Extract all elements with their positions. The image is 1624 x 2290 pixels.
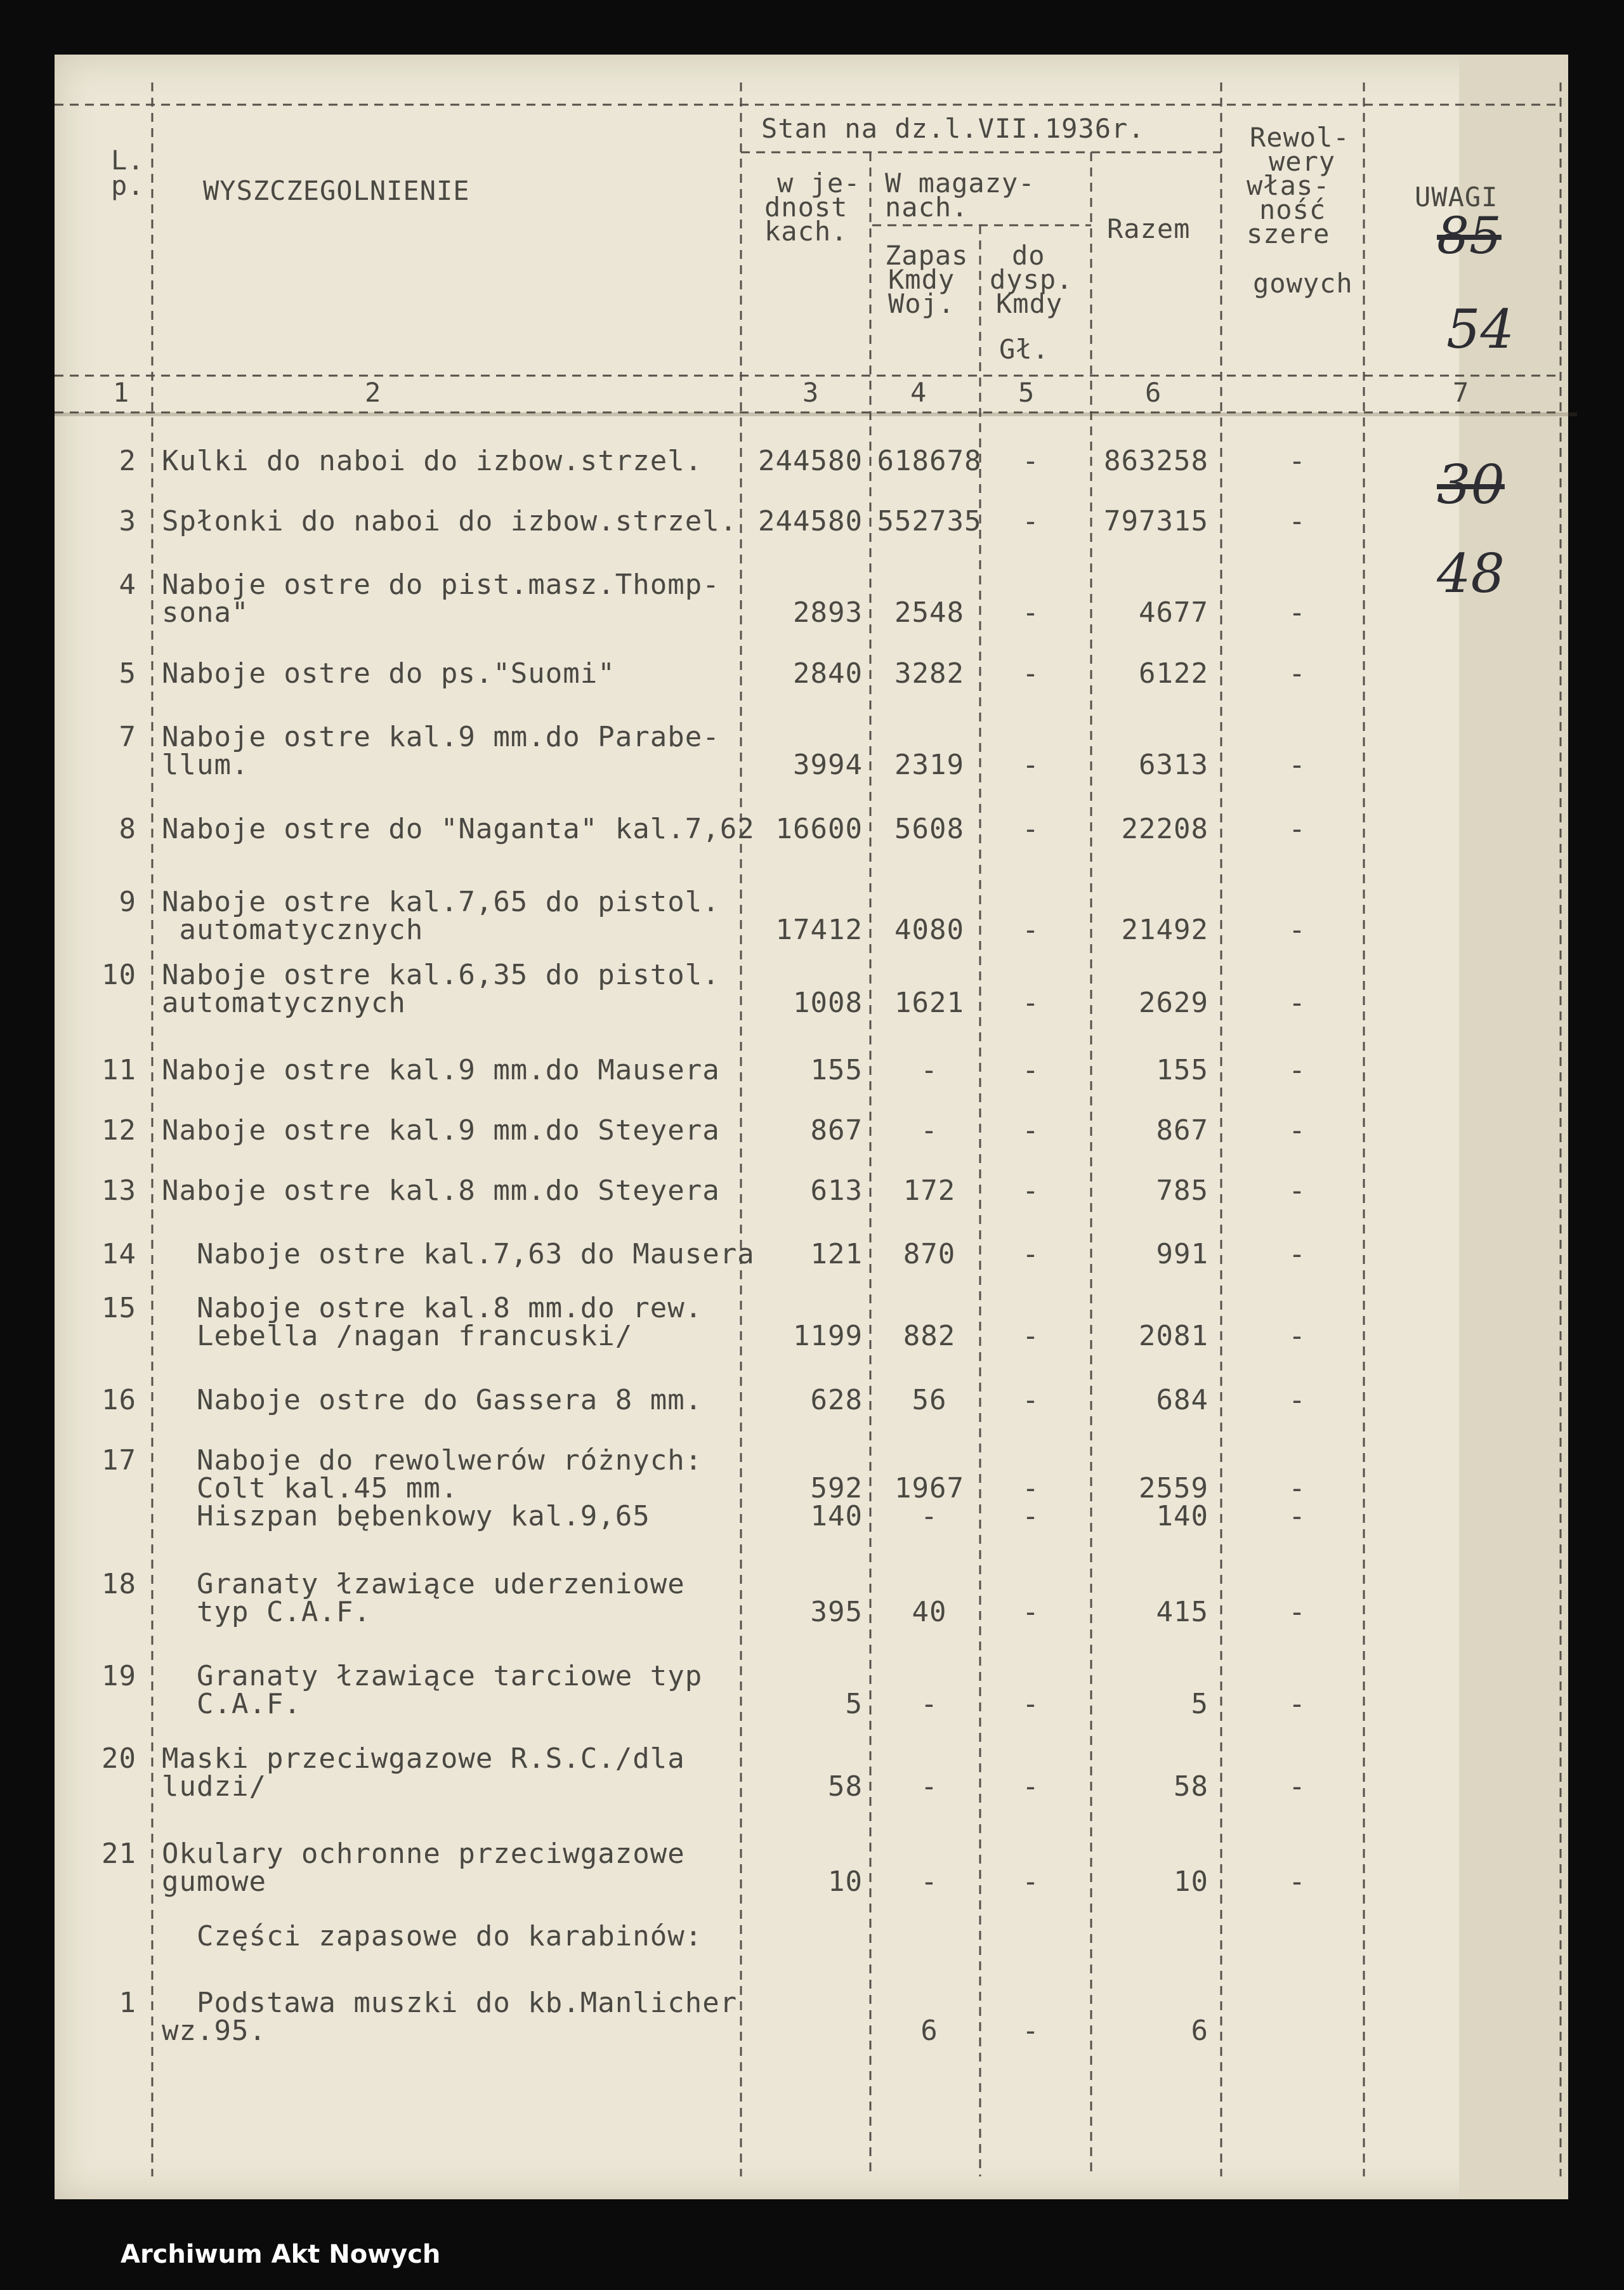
row-14-description: Naboje do rewolwerów różnych:: [162, 1444, 703, 1477]
row-11-jednostkach: 121: [810, 1238, 863, 1270]
header-rewolwery-1: Rewol-: [1250, 122, 1350, 153]
row-19-description: Części zapasowe do karabinów:: [162, 1920, 703, 1952]
archive-label: Archiwum Akt Nowych: [121, 2240, 441, 2269]
row-15-lp: 18: [102, 1568, 136, 1600]
header-rewolwery-3: włas-: [1247, 170, 1330, 201]
row-1-rewolwery: -: [1288, 505, 1306, 537]
header-zapas-3: Woj.: [888, 288, 955, 319]
row-13-jednostkach: 628: [810, 1384, 863, 1416]
row-4-dysp: -: [1022, 749, 1040, 781]
row-5-razem: 22208: [1121, 813, 1208, 845]
row-15-rewolwery: -: [1288, 1596, 1306, 1628]
row-6-razem: 21492: [1121, 914, 1208, 946]
page-overlap-edge: [55, 412, 1577, 416]
row-0-rewolwery: -: [1288, 445, 1306, 477]
row-15-jednostkach: 395: [810, 1596, 863, 1628]
row-11-dysp: -: [1022, 1238, 1040, 1270]
header-stan-title: Stan na dz.l.VII.1936r.: [761, 113, 1145, 144]
row-0-description: Kulki do naboi do izbow.strzel.: [162, 445, 703, 477]
row-11-rewolwery: -: [1288, 1238, 1306, 1270]
row-20-razem: 6: [1191, 2015, 1208, 2047]
row-5-zapas: 5608: [894, 813, 964, 845]
row-6-rewolwery: -: [1288, 914, 1306, 946]
row-13-zapas: 56: [912, 1384, 947, 1416]
header-dysp-3: Kmdy: [996, 288, 1063, 319]
row-8-description: Naboje ostre kal.9 mm.do Mausera: [162, 1054, 720, 1086]
row-14-sub-0-rewolwery: -: [1288, 1472, 1306, 1504]
header-lp-1: L.: [111, 145, 145, 176]
row-4-razem: 6313: [1139, 749, 1208, 781]
row-2-zapas: 2548: [894, 596, 964, 629]
handwritten-row2-crossed: 30: [1437, 454, 1505, 516]
row-16-description: C.A.F.: [162, 1688, 301, 1720]
row-17-dysp: -: [1022, 1770, 1040, 1803]
row-12-dysp: -: [1022, 1320, 1040, 1352]
row-16-lp: 19: [102, 1660, 136, 1692]
row-18-lp: 21: [102, 1838, 136, 1870]
header-jednostkach-1: w je-: [777, 168, 861, 199]
row-15-razem: 415: [1156, 1596, 1208, 1628]
row-6-jednostkach: 17412: [775, 914, 863, 946]
row-14-sub-1-dysp: -: [1022, 1500, 1040, 1532]
row-18-description: Okulary ochronne przeciwgazowe: [162, 1838, 685, 1870]
row-17-description: Maski przeciwgazowe R.S.C./dla: [162, 1742, 685, 1775]
row-18-razem: 10: [1174, 1866, 1208, 1898]
row-15-description: Granaty łzawiące uderzeniowe: [162, 1568, 685, 1600]
row-12-lp: 15: [102, 1292, 136, 1324]
row-7-rewolwery: -: [1288, 987, 1306, 1019]
header-zapas-1: Zapas: [885, 240, 969, 271]
row-5-lp: 8: [119, 813, 136, 845]
row-18-rewolwery: -: [1288, 1866, 1306, 1898]
row-7-dysp: -: [1022, 987, 1040, 1019]
header-jednostkach-3: kach.: [764, 216, 848, 247]
row-16-description: Granaty łzawiące tarciowe typ: [162, 1660, 703, 1692]
row-14-sub-1-zapas: -: [920, 1500, 938, 1532]
row-2-description: Naboje ostre do pist.masz.Thomp-: [162, 569, 720, 601]
header-rewolwery-6: gowych: [1253, 268, 1353, 299]
row-12-description: Lebella /nagan francuski/: [162, 1320, 633, 1352]
row-9-zapas: -: [920, 1114, 938, 1147]
row-14-sub-1-rewolwery: -: [1288, 1500, 1306, 1532]
row-0-dysp: -: [1022, 445, 1040, 477]
row-17-jednostkach: 58: [828, 1770, 863, 1803]
row-18-jednostkach: 10: [828, 1866, 863, 1898]
row-12-zapas: 882: [903, 1320, 956, 1352]
row-15-dysp: -: [1022, 1596, 1040, 1628]
row-13-description: Naboje ostre do Gassera 8 mm.: [162, 1384, 703, 1416]
row-17-zapas: -: [920, 1770, 938, 1803]
row-6-lp: 9: [119, 886, 136, 918]
row-20-description: Podstawa muszki do kb.Manlicher: [162, 1987, 738, 2019]
header-dysp-4: Gł.: [999, 334, 1049, 365]
row-1-razem: 797315: [1104, 505, 1208, 537]
row-0-zapas: 618678: [877, 445, 982, 477]
row-8-dysp: -: [1022, 1054, 1040, 1086]
row-14-lp: 17: [102, 1444, 136, 1477]
row-8-rewolwery: -: [1288, 1054, 1306, 1086]
row-7-jednostkach: 1008: [793, 987, 863, 1019]
row-14-sub-0-dysp: -: [1022, 1472, 1040, 1504]
handwritten-uwagi-crossed: 85: [1437, 206, 1502, 265]
row-17-razem: 58: [1174, 1770, 1208, 1803]
row-3-lp: 5: [119, 657, 136, 690]
row-9-description: Naboje ostre kal.9 mm.do Steyera: [162, 1114, 720, 1147]
row-14-sub-1-razem: 140: [1156, 1500, 1208, 1532]
row-3-description: Naboje ostre do ps."Suomi": [162, 657, 615, 690]
row-10-zapas: 172: [903, 1175, 956, 1207]
row-0-lp: 2: [119, 445, 136, 477]
row-6-description: Naboje ostre kal.7,65 do pistol.: [162, 886, 720, 918]
header-zapas-2: Kmdy: [888, 264, 955, 295]
row-13-dysp: -: [1022, 1384, 1040, 1416]
row-17-description: ludzi/: [162, 1770, 266, 1803]
row-6-zapas: 4080: [894, 914, 964, 946]
row-5-jednostkach: 16600: [775, 813, 863, 845]
row-15-zapas: 40: [912, 1596, 947, 1628]
row-18-description: gumowe: [162, 1866, 266, 1898]
column-number-3: 3: [802, 377, 820, 408]
header-dysp-2: dysp.: [990, 264, 1073, 295]
row-8-zapas: -: [920, 1054, 938, 1086]
row-11-razem: 991: [1156, 1238, 1208, 1270]
row-11-description: Naboje ostre kal.7,63 do Mausera: [162, 1238, 755, 1270]
row-2-jednostkach: 2893: [793, 596, 863, 629]
row-16-jednostkach: 5: [845, 1688, 863, 1720]
row-8-lp: 11: [102, 1054, 136, 1086]
row-14-description: Hiszpan bębenkowy kal.9,65: [162, 1500, 650, 1532]
header-rewolwery-4: ność: [1259, 194, 1326, 225]
row-14-description: Colt kal.45 mm.: [162, 1472, 459, 1504]
row-13-razem: 684: [1156, 1384, 1208, 1416]
row-3-rewolwery: -: [1288, 657, 1306, 690]
header-dysp-1: do: [1012, 240, 1045, 271]
row-0-jednostkach: 244580: [758, 445, 863, 477]
row-4-description: llum.: [162, 749, 249, 781]
row-1-zapas: 552735: [877, 505, 982, 537]
row-2-razem: 4677: [1139, 596, 1208, 629]
row-0-razem: 863258: [1104, 445, 1208, 477]
header-razem: Razem: [1107, 213, 1191, 244]
row-13-lp: 16: [102, 1384, 136, 1416]
row-14-sub-0-jednostkach: 592: [810, 1472, 863, 1504]
handwritten-row3-note: 48: [1437, 543, 1505, 605]
handwritten-page-number: 54: [1446, 298, 1514, 360]
row-20-description: wz.95.: [162, 2015, 266, 2047]
row-1-lp: 3: [119, 505, 136, 537]
row-9-razem: 867: [1156, 1114, 1208, 1147]
row-4-lp: 7: [119, 721, 136, 753]
row-10-dysp: -: [1022, 1175, 1040, 1207]
row-14-sub-0-razem: 2559: [1139, 1472, 1208, 1504]
row-4-rewolwery: -: [1288, 749, 1306, 781]
column-number-5: 5: [1018, 377, 1035, 408]
row-2-dysp: -: [1022, 596, 1040, 629]
row-15-description: typ C.A.F.: [162, 1596, 371, 1628]
header-uwagi: UWAGI: [1415, 181, 1498, 213]
row-14-sub-0-zapas: 1967: [894, 1472, 964, 1504]
row-13-rewolwery: -: [1288, 1384, 1306, 1416]
row-6-dysp: -: [1022, 914, 1040, 946]
row-9-dysp: -: [1022, 1114, 1040, 1147]
header-magazynach-2: nach.: [885, 192, 969, 223]
row-3-zapas: 3282: [894, 657, 964, 690]
row-7-description: Naboje ostre kal.6,35 do pistol.: [162, 959, 720, 991]
row-3-jednostkach: 2840: [793, 657, 863, 690]
row-16-rewolwery: -: [1288, 1688, 1306, 1720]
row-17-lp: 20: [102, 1742, 136, 1775]
row-18-dysp: -: [1022, 1866, 1040, 1898]
row-6-description: automatycznych: [162, 914, 424, 946]
column-number-6: 6: [1145, 377, 1162, 408]
column-number-7: 7: [1453, 377, 1470, 408]
row-12-rewolwery: -: [1288, 1320, 1306, 1352]
header-rewolwery-2: wery: [1269, 146, 1336, 177]
row-17-rewolwery: -: [1288, 1770, 1306, 1803]
row-9-lp: 12: [102, 1114, 136, 1147]
header-magazynach-1: W magazy-: [885, 168, 1035, 199]
row-12-jednostkach: 1199: [793, 1320, 863, 1352]
row-8-razem: 155: [1156, 1054, 1208, 1086]
header-jednostkach-2: dnost: [764, 192, 848, 223]
row-7-zapas: 1621: [894, 987, 964, 1019]
row-12-description: Naboje ostre kal.8 mm.do rew.: [162, 1292, 703, 1324]
header-rewolwery-5: szere: [1247, 218, 1330, 249]
row-12-razem: 2081: [1139, 1320, 1208, 1352]
column-number-1: 1: [113, 377, 130, 408]
row-16-razem: 5: [1191, 1688, 1208, 1720]
row-4-zapas: 2319: [894, 749, 964, 781]
row-16-dysp: -: [1022, 1688, 1040, 1720]
header-lp-2: p.: [111, 170, 145, 201]
column-number-2: 2: [365, 377, 382, 408]
column-number-4: 4: [910, 377, 927, 408]
row-10-razem: 785: [1156, 1175, 1208, 1207]
row-14-sub-1-jednostkach: 140: [810, 1500, 863, 1532]
row-16-zapas: -: [920, 1688, 938, 1720]
row-18-zapas: -: [920, 1866, 938, 1898]
row-8-jednostkach: 155: [810, 1054, 863, 1086]
row-2-rewolwery: -: [1288, 596, 1306, 629]
row-20-dysp: -: [1022, 2015, 1040, 2047]
row-5-description: Naboje ostre do "Naganta" kal.7,62: [162, 813, 755, 845]
row-11-lp: 14: [102, 1238, 136, 1270]
row-1-dysp: -: [1022, 505, 1040, 537]
row-7-lp: 10: [102, 959, 136, 991]
row-7-razem: 2629: [1139, 987, 1208, 1019]
header-description: WYSZCZEGOLNIENIE: [203, 175, 470, 206]
row-10-lp: 13: [102, 1175, 136, 1207]
row-20-lp: 1: [119, 1987, 136, 2019]
row-4-description: Naboje ostre kal.9 mm.do Parabe-: [162, 721, 720, 753]
row-1-jednostkach: 244580: [758, 505, 863, 537]
row-5-dysp: -: [1022, 813, 1040, 845]
row-10-jednostkach: 613: [810, 1175, 863, 1207]
row-3-razem: 6122: [1139, 657, 1208, 690]
row-2-lp: 4: [119, 569, 136, 601]
row-10-description: Naboje ostre kal.8 mm.do Steyera: [162, 1175, 720, 1207]
row-1-description: Spłonki do naboi do izbow.strzel.: [162, 505, 738, 537]
row-10-rewolwery: -: [1288, 1175, 1306, 1207]
row-9-rewolwery: -: [1288, 1114, 1306, 1147]
row-3-dysp: -: [1022, 657, 1040, 690]
row-5-rewolwery: -: [1288, 813, 1306, 845]
row-20-zapas: 6: [920, 2015, 938, 2047]
row-9-jednostkach: 867: [810, 1114, 863, 1147]
row-11-zapas: 870: [903, 1238, 956, 1270]
row-7-description: automatycznych: [162, 987, 406, 1019]
row-4-jednostkach: 3994: [793, 749, 863, 781]
row-2-description: sona": [162, 596, 249, 629]
